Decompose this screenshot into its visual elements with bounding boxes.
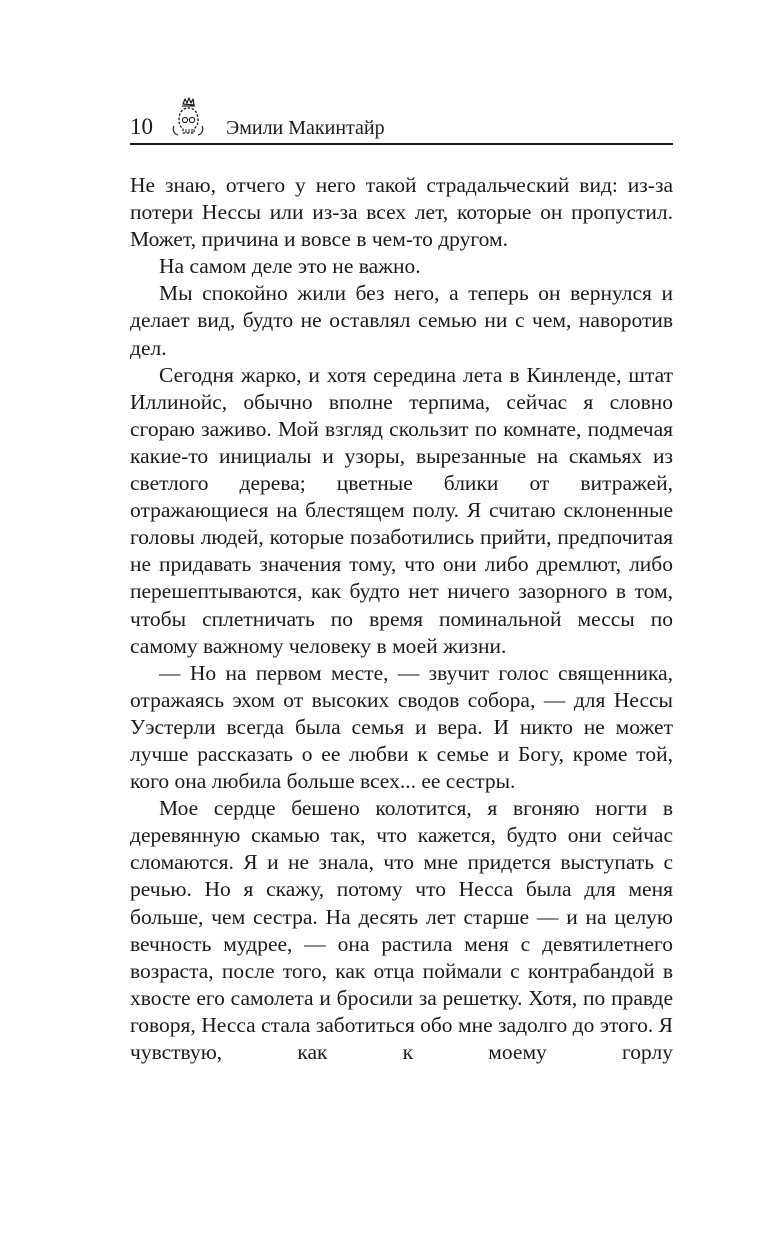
paragraph-4: Сегодня жарко, и хотя середина лета в Кинленде, штат Иллинойс, обычно вполне терпима, сейчас я словно сгораю заживо. Мой взгляд скользит по комнате, подмечая какие-то инициалы и узоры, вырезанные на скамьях из светлого дерева; цветные блики от витражей, отражающиеся на блестящем полу. Я считаю склоненные головы людей, которые позаботились прийти, предпочитая не придавать значения тому, что они либо дремлют, либо перешептываются, как будто нет ничего зазорного в том, чтобы сплетничать по время поминальной мессы по самому важному человеку в моей жизни. <box>130 362 673 658</box>
paragraph-3: Мы спокойно жили без него, а теперь он вернулся и делает вид, будто не оставлял семью ни с чем, наворотив дел. <box>130 281 673 360</box>
header-rule <box>130 143 673 145</box>
paragraph-6: Мое сердце бешено колотится, я вгоняю ногти в деревянную скамью так, что кажется, будто они сейчас сломаются. Я и не знала, что мне придется выступать с речью. Но я скажу, потому что Несса была для меня больше, чем сестра. На десять лет старше — и на целую вечность мудрее, — она растила меня с девятилетнего возраста, после того, как отца поймали с контрабандой в хвосте его самолета и бросили за решетку. Хотя, по правде говоря, Несса стала заботиться обо мне задолго до этого. Я чувствую, как к моему горлу <box>130 796 673 1064</box>
page-number: 10 <box>130 114 153 139</box>
paragraph-1: Не знаю, отчего у него такой страдальческий вид: из-за потери Нессы или из-за всех лет, которые он пропустил. Может, причина и вовсе в чем-то другом. <box>130 173 673 252</box>
paragraph-5: — Но на первом месте, — звучит голос священника, отражаясь эхом от высоких сводов собора, — для Нессы Уэстерли всегда была семья и вера. И никто не может лучше рассказать о ее любви к семье и Богу, кроме той, кого она любила больше всех... ее сестры. <box>130 660 673 794</box>
author-name: Эмили Макинтайр <box>226 117 385 139</box>
paragraph-2: На самом деле это не важно. <box>159 254 421 279</box>
body-text <box>130 172 673 1066</box>
running-head <box>130 96 673 146</box>
skull-crown-ornament-icon <box>170 96 204 140</box>
